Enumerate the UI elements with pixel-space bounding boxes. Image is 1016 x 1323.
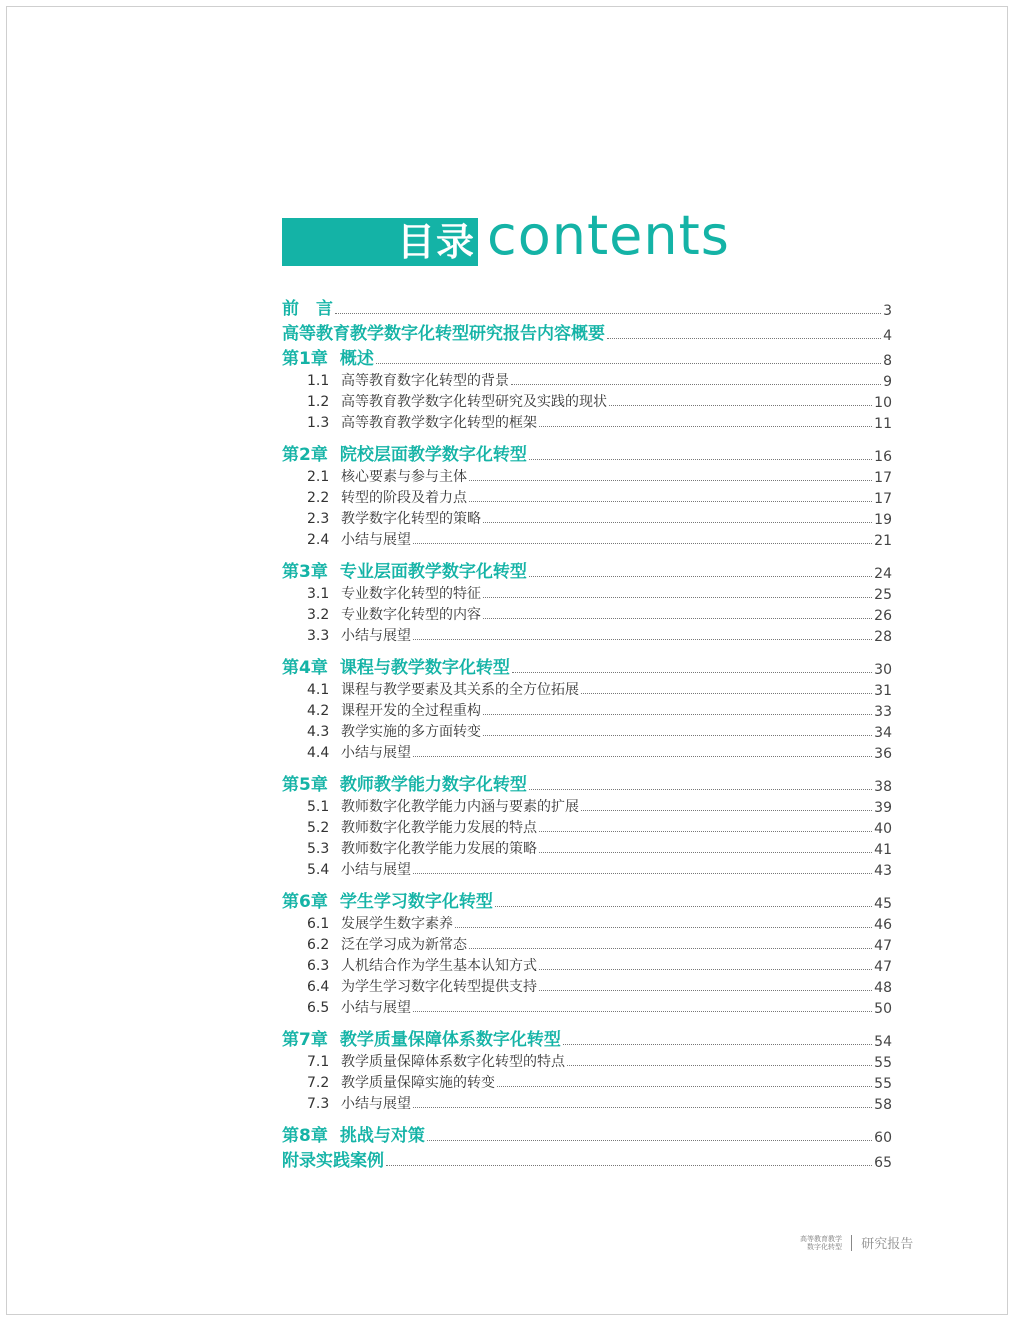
footer-small-line2: 数字化转型 [807,1242,842,1251]
section-heading [307,487,467,507]
toc-page-number: 58 [874,1097,892,1113]
section-title: 小结与展望 [341,745,411,761]
toc-section[interactable] [282,1092,892,1113]
dot-leader [413,872,872,874]
section-number: 5.4 [307,862,330,878]
chapter-heading [282,1121,425,1146]
toc-page-number: 9 [883,374,892,390]
toc-page-number: 40 [874,821,892,837]
toc-chapter[interactable] [282,344,892,369]
toc-section[interactable] [282,720,892,741]
section-title: 小结与展望 [341,628,411,644]
section-title: 小结与展望 [341,862,411,878]
toc-section[interactable] [282,996,892,1017]
toc-section[interactable] [282,507,892,528]
footer-small-text [800,1235,842,1251]
section-heading [307,583,481,603]
dot-leader [539,989,872,991]
section-heading [307,913,453,933]
section-number: 5.2 [307,820,330,836]
section-heading [307,604,481,624]
toc-chapter[interactable] [282,653,892,678]
chapter-heading [282,1025,561,1050]
section-heading [307,391,607,411]
toc-section[interactable] [282,837,892,858]
section-title: 小结与展望 [341,532,411,548]
section-number: 7.3 [307,1096,330,1112]
toc-section[interactable] [282,954,892,975]
section-number: 2.3 [307,511,330,527]
section-title: 高等教育数字化转型的背景 [341,373,509,389]
section-number: 5.3 [307,841,330,857]
footer-label: 研究报告 [861,1237,914,1252]
toc-section[interactable] [282,975,892,996]
section-heading [307,529,411,549]
dot-leader [386,1164,872,1166]
toc-page-number: 45 [874,896,892,912]
toc-page-number: 21 [874,533,892,549]
section-title: 小结与展望 [341,1096,411,1112]
dot-leader [581,809,872,811]
dot-leader [539,425,872,427]
dot-leader [563,1043,872,1045]
section-title: 教师数字化教学能力发展的策略 [341,841,537,857]
dot-leader [483,596,872,598]
title-english: contents [487,204,730,267]
toc-page-number: 28 [874,629,892,645]
toc-page-number: 4 [883,328,892,344]
toc-entry-preface[interactable] [282,294,892,319]
section-number: 3.2 [307,607,330,623]
toc-section[interactable] [282,624,892,645]
chapter-heading [282,887,493,912]
section-title: 转型的阶段及着力点 [341,490,467,506]
section-number: 4.2 [307,703,330,719]
toc-page-number: 26 [874,608,892,624]
chapter-number: 第3章 [282,562,328,582]
toc-chapter[interactable] [282,1121,892,1146]
chapter-number: 第8章 [282,1126,328,1146]
toc-page-number: 48 [874,980,892,996]
section-number: 2.2 [307,490,330,506]
section-number: 1.2 [307,394,330,410]
toc-entry-summary[interactable] [282,319,892,344]
section-title: 教学质量保障实施的转变 [341,1075,495,1091]
section-title: 高等教育教学数字化转型的框架 [341,415,537,431]
toc-entry-label: 附录实践案例 [282,1151,384,1171]
toc-page-number: 16 [874,449,892,465]
toc-page-number: 65 [874,1155,892,1171]
section-heading [307,976,537,996]
dot-leader [495,905,872,907]
section-heading [307,721,481,741]
toc-page-number: 30 [874,662,892,678]
section-title: 为学生学习数字化转型提供支持 [341,979,537,995]
section-title: 核心要素与参与主体 [341,469,467,485]
toc-page-number: 46 [874,917,892,933]
section-heading [307,997,411,1017]
toc-page-number: 8 [883,353,892,369]
dot-leader [581,692,872,694]
section-number: 5.1 [307,799,330,815]
toc-page-number: 3 [883,303,892,319]
section-title: 课程开发的全过程重构 [341,703,481,719]
chapter-heading [282,557,527,582]
toc-section[interactable] [282,465,892,486]
toc-page-number: 10 [874,395,892,411]
section-heading [307,508,481,528]
section-title: 课程与教学要素及其关系的全方位拓展 [341,682,579,698]
toc-page-number: 24 [874,566,892,582]
chapter-title: 课程与教学数字化转型 [339,658,510,678]
dot-leader [483,713,872,715]
chapter-heading [282,770,527,795]
toc-section[interactable] [282,486,892,507]
chapter-number: 第4章 [282,658,328,678]
dot-leader [539,830,872,832]
section-number: 2.1 [307,469,330,485]
section-title: 教师数字化教学能力发展的特点 [341,820,537,836]
toc-page-number: 55 [874,1055,892,1071]
dot-leader [483,617,872,619]
dot-leader [529,575,872,577]
chapter-list [282,344,892,1146]
toc-page-number: 38 [874,779,892,795]
section-number: 3.1 [307,586,330,602]
dot-leader [413,1010,872,1012]
toc-page-number: 50 [874,1001,892,1017]
section-number: 1.1 [307,373,330,389]
toc-section[interactable] [282,858,892,879]
dot-leader [512,671,872,673]
toc-page-number: 36 [874,746,892,762]
chapter-title: 专业层面教学数字化转型 [339,562,527,582]
section-number: 4.1 [307,682,330,698]
chapter-title: 学生学习数字化转型 [339,892,493,912]
chapter-heading [282,653,510,678]
toc-section[interactable] [282,912,892,933]
chapter-title: 教师教学能力数字化转型 [339,775,527,795]
dot-leader [539,851,872,853]
section-number: 6.1 [307,916,330,932]
toc-page-number: 60 [874,1130,892,1146]
section-number: 1.3 [307,415,330,431]
chapter-number: 第1章 [282,349,328,369]
dot-leader [483,521,872,523]
section-heading [307,838,537,858]
toc-page-number: 25 [874,587,892,603]
toc-section[interactable] [282,816,892,837]
section-number: 3.3 [307,628,330,644]
toc-page-number: 34 [874,725,892,741]
section-heading [307,679,579,699]
toc-page-number: 17 [874,491,892,507]
section-number: 4.4 [307,745,330,761]
chapter-title: 挑战与对策 [339,1126,425,1146]
title-chinese: 目录 [397,220,476,264]
section-title: 发展学生数字素养 [341,916,453,932]
dot-leader [413,638,872,640]
toc-chapter[interactable] [282,1025,892,1050]
dot-leader [529,788,872,790]
toc-section[interactable] [282,795,892,816]
toc-section[interactable] [282,1050,892,1071]
dot-leader [609,404,872,406]
toc-page-number: 11 [874,416,892,432]
section-title: 教师数字化教学能力内涵与要素的扩展 [341,799,579,815]
section-number: 7.2 [307,1075,330,1091]
section-title: 小结与展望 [341,1000,411,1016]
toc-page-number: 19 [874,512,892,528]
section-number: 7.1 [307,1054,330,1070]
toc-section[interactable] [282,1071,892,1092]
section-number: 6.3 [307,958,330,974]
section-number: 4.3 [307,724,330,740]
toc-page-number: 31 [874,683,892,699]
section-title: 专业数字化转型的特征 [341,586,481,602]
toc-section[interactable] [282,528,892,549]
section-heading [307,934,467,954]
toc-section[interactable] [282,369,892,390]
toc-section[interactable] [282,699,892,720]
dot-leader [497,1085,872,1087]
toc-section[interactable] [282,741,892,762]
dot-leader [469,479,872,481]
section-number: 6.5 [307,1000,330,1016]
section-heading [307,955,537,975]
toc-page-number: 33 [874,704,892,720]
dot-leader [413,542,872,544]
toc-page-number: 41 [874,842,892,858]
chapter-number: 第7章 [282,1030,328,1050]
section-heading [307,1051,565,1071]
chapter-title: 概述 [339,349,374,369]
dot-leader [455,926,872,928]
section-heading [307,817,537,837]
dot-leader [413,755,872,757]
dot-leader [413,1106,872,1108]
toc-page-number: 55 [874,1076,892,1092]
toc-chapter[interactable] [282,770,892,795]
section-title: 教学实施的多方面转变 [341,724,481,740]
toc-page-number: 54 [874,1034,892,1050]
dot-leader [511,383,881,385]
section-title: 专业数字化转型的内容 [341,607,481,623]
table-of-contents [282,294,892,1171]
chapter-title: 教学质量保障体系数字化转型 [339,1030,561,1050]
section-heading [307,700,481,720]
dot-leader [529,458,872,460]
dot-leader [427,1139,872,1141]
section-heading [307,742,411,762]
section-title: 教学数字化转型的策略 [341,511,481,527]
chapter-number: 第5章 [282,775,328,795]
dot-leader [469,947,872,949]
toc-section[interactable] [282,603,892,624]
dot-leader [567,1064,872,1066]
toc-section[interactable] [282,582,892,603]
section-number: 6.4 [307,979,330,995]
section-heading [307,1093,411,1113]
dot-leader [376,362,881,364]
section-title: 高等教育教学数字化转型研究及实践的现状 [341,394,607,410]
chapter-heading [282,440,527,465]
section-heading [307,1072,495,1092]
dot-leader [539,968,872,970]
section-title: 教学质量保障体系数字化转型的特点 [341,1054,565,1070]
dot-leader [483,734,872,736]
toc-section[interactable] [282,411,892,432]
toc-entry-label: 高等教育教学数字化转型研究报告内容概要 [282,324,605,344]
toc-chapter[interactable] [282,887,892,912]
dot-leader [607,337,881,339]
section-title: 泛在学习成为新常态 [341,937,467,953]
chapter-title: 院校层面教学数字化转型 [339,445,527,465]
toc-page-number: 47 [874,959,892,975]
dot-leader [469,500,872,502]
footer-brand [800,1232,913,1256]
toc-entry-label: 前 言 [282,299,333,319]
toc-section[interactable] [282,678,892,699]
section-heading [307,625,411,645]
chapter-number: 第6章 [282,892,328,912]
footer-divider [851,1235,852,1251]
footer-small-line1: 高等教育教学 [800,1234,842,1243]
toc-section[interactable] [282,933,892,954]
chapter-number: 第2章 [282,445,328,465]
chapter-heading [282,344,374,369]
section-number: 2.4 [307,532,330,548]
section-heading [307,466,467,486]
section-heading [307,412,537,432]
section-heading [307,370,509,390]
toc-chapter[interactable] [282,557,892,582]
section-heading [307,859,411,879]
toc-chapter[interactable] [282,440,892,465]
toc-page-number: 39 [874,800,892,816]
toc-page-number: 17 [874,470,892,486]
toc-entry-appendix[interactable] [282,1146,892,1171]
section-number: 6.2 [307,937,330,953]
dot-leader [335,312,881,314]
toc-page-number: 43 [874,863,892,879]
toc-section[interactable] [282,390,892,411]
section-heading [307,796,579,816]
toc-page-number: 47 [874,938,892,954]
section-title: 人机结合作为学生基本认知方式 [341,958,537,974]
